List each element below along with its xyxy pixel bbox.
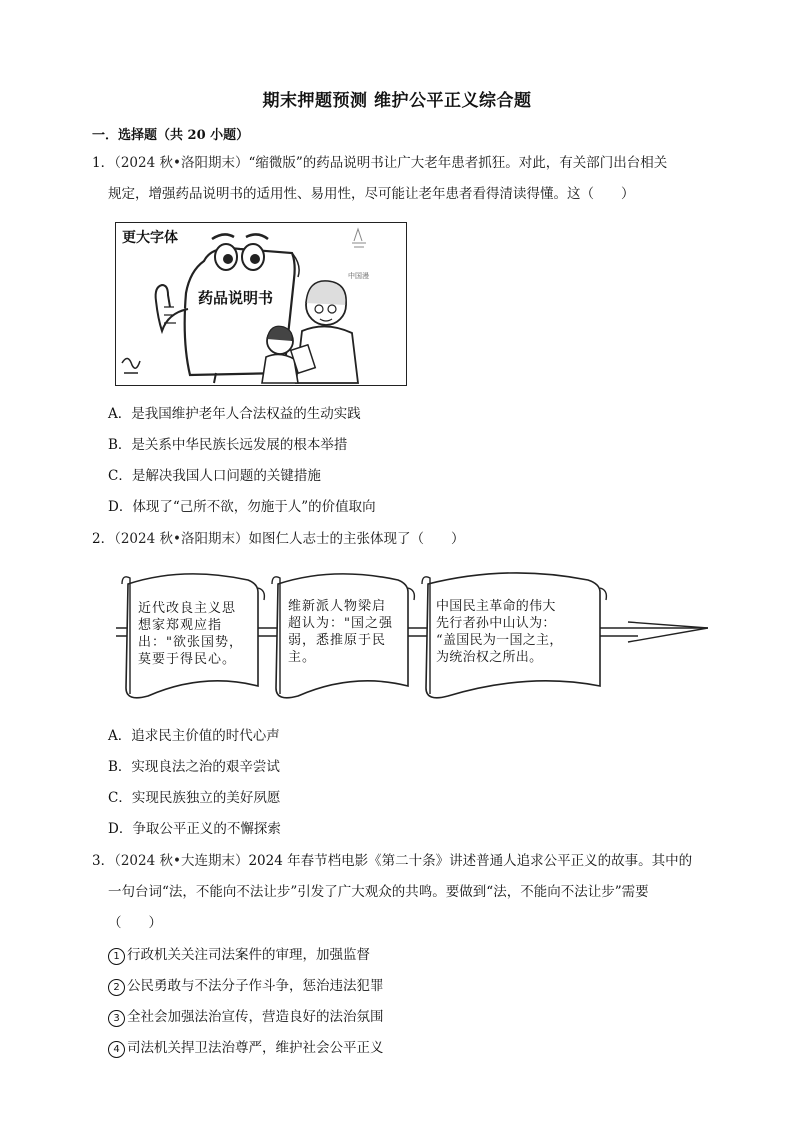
question-source: （2024 秋•大连期末） xyxy=(114,853,249,869)
scroll-figure xyxy=(108,560,708,710)
question-number: 3． xyxy=(92,853,115,869)
item-text: 司法机关捍卫法治尊严，维护社会公平正义 xyxy=(127,1040,384,1056)
item-text: 全社会加强法治宣传，营造良好的法治氛围 xyxy=(127,1009,384,1025)
scroll-2-text: 维新派人物梁启 超认为："国之强 弱，悉推原于民 主。 xyxy=(288,599,393,665)
circled-number-icon: 1 xyxy=(108,948,125,965)
question-3-item-4[interactable] xyxy=(108,1039,384,1058)
question-2-option-a[interactable]: A．追求民主价值的时代心声 xyxy=(108,728,280,744)
circled-number-icon: 3 xyxy=(108,1010,125,1027)
question-2-line-1 xyxy=(92,530,464,548)
section-heading: 一．选择题（共 20 小题） xyxy=(92,128,250,143)
question-3-item-1[interactable] xyxy=(108,946,370,965)
question-source: （2024 秋•洛阳期末） xyxy=(114,531,249,547)
question-3-line-3: （ ） xyxy=(108,915,162,931)
cartoon-caption-center: 药品说明书 xyxy=(198,289,274,307)
cartoon-figure xyxy=(115,222,407,386)
question-2-option-b[interactable]: B．实现良法之治的艰辛尝试 xyxy=(108,759,280,775)
cartoon-caption-top: 更大字体 xyxy=(122,230,178,246)
page-title: 期末押题预测 维护公平正义综合题 xyxy=(262,91,532,111)
scroll-3-text: 中国民主革命的伟大 先行者孙中山认为： “盖国民为一国之主， 为统治权之所出。 xyxy=(436,599,563,665)
question-1-option-c[interactable]: C．是解决我国人口问题的关键措施 xyxy=(108,468,321,484)
question-1-line-2: 规定，增强药品说明书的适用性、易用性，尽可能让老年患者看得清读得懂。这（ ） xyxy=(108,186,635,202)
question-3-line-2: 一句台词“法，不能向不法让步”引发了广大观众的共鸣。要做到“法，不能向不法让步”需要 xyxy=(108,884,649,900)
question-source: （2024 秋•洛阳期末） xyxy=(114,155,249,171)
question-text: 2024 年春节档电影《第二十条》讲述普通人追求公平正义的故事。其中的 xyxy=(248,853,693,869)
question-3-line-1 xyxy=(92,852,692,870)
cartoon-stamp: 中国漫 xyxy=(348,272,369,280)
item-text: 行政机关关注司法案件的审理，加强监督 xyxy=(127,947,370,963)
circled-number-icon: 4 xyxy=(108,1041,125,1058)
question-text: “缩微版”的药品说明书让广大老年患者抓狂。对此，有关部门出台相关 xyxy=(248,155,668,171)
question-1-option-a[interactable]: A．是我国维护老年人合法权益的生动实践 xyxy=(108,406,361,422)
circled-number-icon: 2 xyxy=(108,979,125,996)
scroll-1-text: 近代改良主义思 想家郑观应指 出："欲张国势， 莫要于得民心。 xyxy=(138,601,243,667)
question-2-option-c[interactable]: C．实现民族独立的美好夙愿 xyxy=(108,790,281,806)
question-number: 1． xyxy=(92,155,115,171)
question-1-option-b[interactable]: B．是关系中华民族长远发展的根本举措 xyxy=(108,437,348,453)
question-3-item-3[interactable] xyxy=(108,1008,384,1027)
question-text: 如图仁人志士的主张体现了（ ） xyxy=(248,531,465,547)
question-3-item-2[interactable] xyxy=(108,977,384,996)
item-text: 公民勇敢与不法分子作斗争，惩治违法犯罪 xyxy=(127,978,384,994)
question-1-line-1 xyxy=(92,154,667,172)
question-2-option-d[interactable]: D．争取公平正义的不懈探索 xyxy=(108,821,281,837)
question-1-option-d[interactable]: D．体现了“己所不欲，勿施于人”的价值取向 xyxy=(108,499,376,515)
question-number: 2． xyxy=(92,531,115,547)
